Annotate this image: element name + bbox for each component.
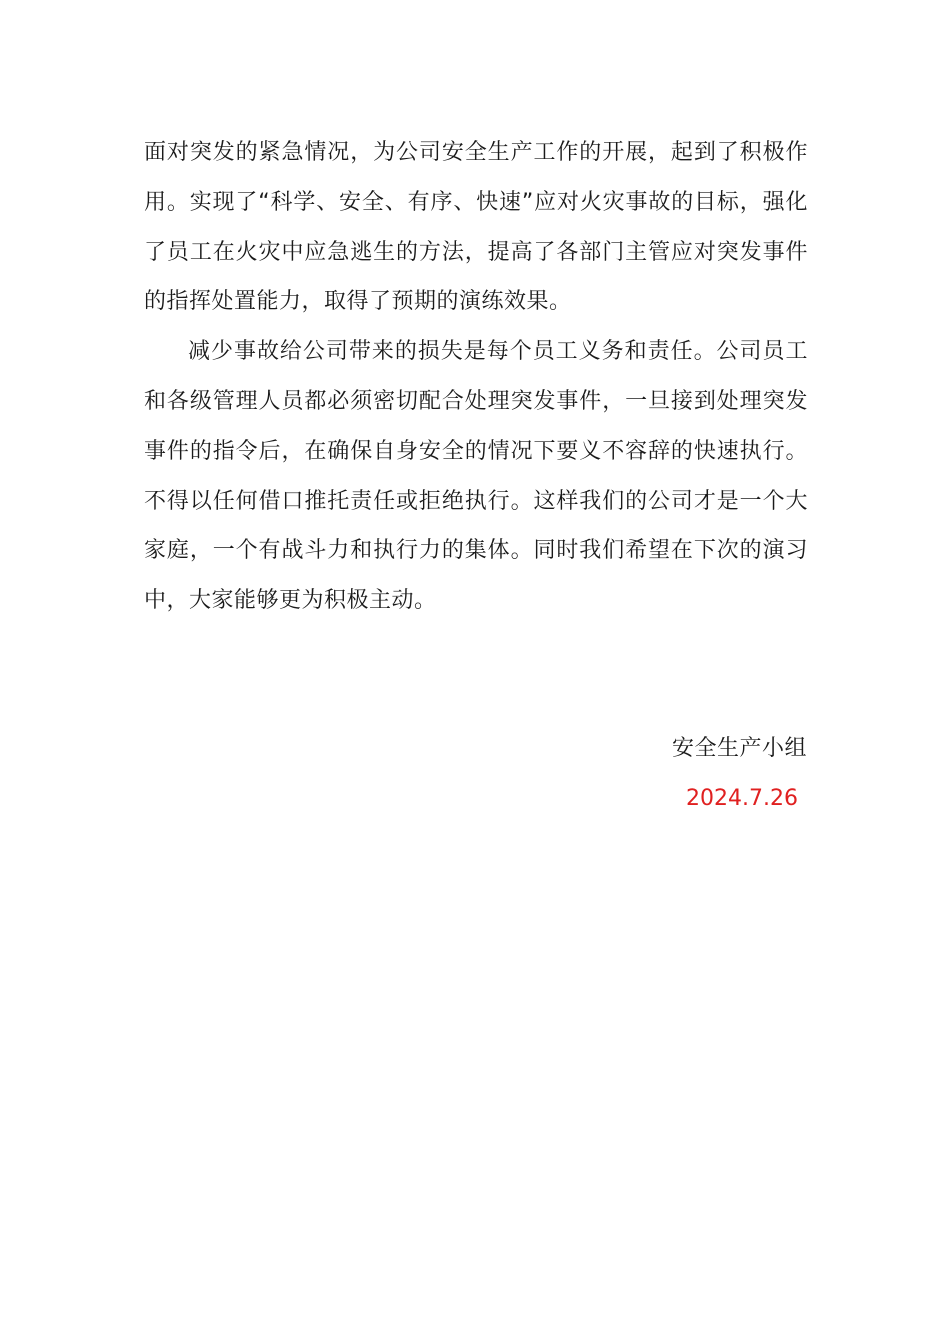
signature-date: 2024.7.26	[686, 786, 798, 811]
document-body	[144, 128, 808, 626]
paragraph-continuation: 面对突发的紧急情况，为公司安全生产工作的开展，起到了积极作用。实现了“科学、安全、有序、快速”应对火灾事故的目标，强化了员工在火灾中应急逃生的方法，提高了各部门主管应对突发事件的指挥处置能力，取得了预期的演练效果。	[144, 140, 808, 315]
paragraph-responsibility: 减少事故给公司带来的损失是每个员工义务和责任。公司员工和各级管理人员都必须密切配合处理突发事件，一旦接到处理突发事件的指令后，在确保自身安全的情况下要义不容辞的快速执行。不得以任何借口推托责任或拒绝执行。这样我们的公司才是一个大家庭，一个有战斗力和执行力的集体。同时我们希望在下次的演习中，大家能够更为积极主动。	[144, 339, 808, 614]
signature-team: 安全生产小组	[671, 736, 807, 761]
